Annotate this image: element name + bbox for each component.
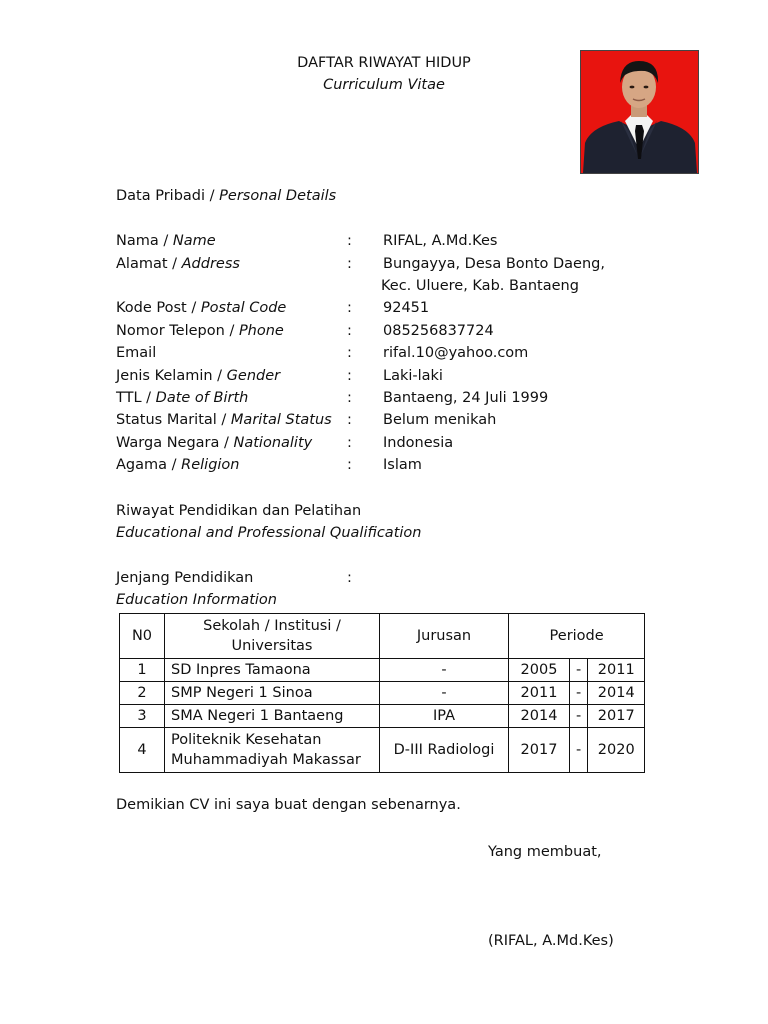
table-header-row bbox=[120, 614, 645, 659]
label-id: Status Marital bbox=[116, 412, 217, 428]
label-id: Agama bbox=[116, 457, 168, 473]
label-sep: / bbox=[146, 390, 152, 406]
value-marital-status: Belum menikah bbox=[383, 412, 497, 428]
colon: : bbox=[347, 412, 352, 428]
profile-photo bbox=[580, 50, 699, 174]
value-email: rifal.10@yahoo.com bbox=[383, 345, 529, 361]
colon: : bbox=[347, 345, 352, 361]
document-subtitle: Curriculum Vitae bbox=[323, 77, 445, 93]
education-heading: Riwayat Pendidikan dan Pelatihan bbox=[116, 503, 362, 519]
value-phone: 085256837724 bbox=[383, 323, 494, 339]
personal-heading-en: Personal Details bbox=[219, 188, 337, 204]
table-row bbox=[120, 682, 645, 705]
education-level-label: Jenjang Pendidikan bbox=[116, 570, 254, 586]
label-nationality bbox=[116, 434, 312, 452]
label-en: Postal Code bbox=[200, 300, 287, 316]
value-religion: Islam bbox=[383, 457, 422, 473]
label-en: Date of Birth bbox=[155, 390, 249, 406]
personal-details-heading bbox=[116, 187, 336, 205]
label-id: Kode Post bbox=[116, 300, 187, 316]
cell-to: 2020 bbox=[588, 728, 645, 773]
label-sep: / bbox=[191, 300, 197, 316]
label-en: Name bbox=[172, 233, 216, 249]
colon: : bbox=[347, 390, 352, 406]
value-nationality: Indonesia bbox=[383, 435, 454, 451]
header-major: Jurusan bbox=[380, 614, 509, 659]
cell-dash: - bbox=[570, 728, 588, 773]
made-by-label: Yang membuat, bbox=[488, 844, 602, 860]
colon: : bbox=[347, 570, 352, 586]
label-id: Nama bbox=[116, 233, 159, 249]
label-en: Marital Status bbox=[230, 412, 332, 428]
profile-photo-icon bbox=[581, 51, 698, 173]
cell-major: D-III Radiologi bbox=[380, 728, 509, 773]
value-name: RIFAL, A.Md.Kes bbox=[383, 233, 498, 249]
value-address-line2: Kec. Uluere, Kab. Bantaeng bbox=[381, 278, 579, 294]
label-sep: / bbox=[171, 457, 177, 473]
label-sep: / bbox=[163, 233, 169, 249]
header-school-line1: Sekolah / Institusi / bbox=[203, 618, 341, 634]
label-id: Alamat bbox=[116, 256, 168, 272]
value-gender: Laki-laki bbox=[383, 368, 443, 384]
education-heading-en: Educational and Professional Qualification bbox=[116, 525, 422, 541]
cell-from: 2014 bbox=[509, 705, 570, 728]
label-gender bbox=[116, 367, 280, 385]
label-sep: / bbox=[229, 323, 235, 339]
label-en: Gender bbox=[226, 368, 281, 384]
heading-separator: / bbox=[209, 188, 215, 204]
signature-name: (RIFAL, A.Md.Kes) bbox=[488, 933, 614, 949]
table-row bbox=[120, 659, 645, 682]
label-en: Nationality bbox=[233, 435, 313, 451]
cell-school bbox=[165, 728, 380, 773]
cell-dash: - bbox=[570, 682, 588, 705]
table-row bbox=[120, 728, 645, 773]
label-sep: / bbox=[172, 256, 178, 272]
header-no: N0 bbox=[120, 614, 165, 659]
label-sep: / bbox=[217, 368, 223, 384]
closing-statement: Demikian CV ini saya buat dengan sebenarnya. bbox=[116, 797, 461, 813]
label-birth bbox=[116, 389, 248, 407]
value-birth: Bantaeng, 24 Juli 1999 bbox=[383, 390, 549, 406]
cell-no: 4 bbox=[120, 728, 165, 773]
label-en: Address bbox=[181, 256, 240, 272]
header-school bbox=[165, 614, 380, 659]
cell-to: 2011 bbox=[588, 659, 645, 682]
label-email: Email bbox=[116, 345, 157, 361]
label-religion bbox=[116, 456, 240, 474]
education-info-label: Education Information bbox=[116, 592, 277, 608]
header-school-line2: Universitas bbox=[231, 638, 313, 654]
label-postal-code bbox=[116, 299, 286, 317]
cell-school-line2: Muhammadiyah Makassar bbox=[171, 752, 361, 768]
colon: : bbox=[347, 457, 352, 473]
label-sep: / bbox=[221, 412, 227, 428]
colon: : bbox=[347, 435, 352, 451]
colon: : bbox=[347, 323, 352, 339]
document-title: DAFTAR RIWAYAT HIDUP bbox=[297, 55, 471, 71]
label-marital-status bbox=[116, 411, 332, 429]
personal-heading-id: Data Pribadi bbox=[116, 188, 206, 204]
cell-school: SMP Negeri 1 Sinoa bbox=[165, 682, 380, 705]
label-name bbox=[116, 232, 216, 250]
education-table bbox=[119, 613, 645, 773]
cell-from: 2011 bbox=[509, 682, 570, 705]
value-postal-code: 92451 bbox=[383, 300, 430, 316]
label-phone bbox=[116, 322, 284, 340]
cell-to: 2014 bbox=[588, 682, 645, 705]
cell-dash: - bbox=[570, 705, 588, 728]
label-id: Jenis Kelamin bbox=[116, 368, 213, 384]
header-period: Periode bbox=[509, 614, 645, 659]
cell-to: 2017 bbox=[588, 705, 645, 728]
cell-major: IPA bbox=[380, 705, 509, 728]
colon: : bbox=[347, 300, 352, 316]
table-row bbox=[120, 705, 645, 728]
cell-no: 2 bbox=[120, 682, 165, 705]
cell-major: - bbox=[380, 682, 509, 705]
label-id: Warga Negara bbox=[116, 435, 220, 451]
colon: : bbox=[347, 233, 352, 249]
colon: : bbox=[347, 256, 352, 272]
label-id: Nomor Telepon bbox=[116, 323, 225, 339]
cell-no: 3 bbox=[120, 705, 165, 728]
cell-from: 2017 bbox=[509, 728, 570, 773]
cell-no: 1 bbox=[120, 659, 165, 682]
cell-school: SD Inpres Tamaona bbox=[165, 659, 380, 682]
value-address-line1: Bungayya, Desa Bonto Daeng, bbox=[383, 256, 605, 272]
cell-school: SMA Negeri 1 Bantaeng bbox=[165, 705, 380, 728]
cell-dash: - bbox=[570, 659, 588, 682]
label-id: TTL bbox=[116, 390, 142, 406]
label-sep: / bbox=[224, 435, 229, 451]
label-en: Phone bbox=[238, 323, 284, 339]
colon: : bbox=[347, 368, 352, 384]
cell-major: - bbox=[380, 659, 509, 682]
label-address bbox=[116, 255, 240, 273]
cell-from: 2005 bbox=[509, 659, 570, 682]
label-en: Religion bbox=[181, 457, 240, 473]
cell-school-line1: Politeknik Kesehatan bbox=[171, 732, 322, 748]
